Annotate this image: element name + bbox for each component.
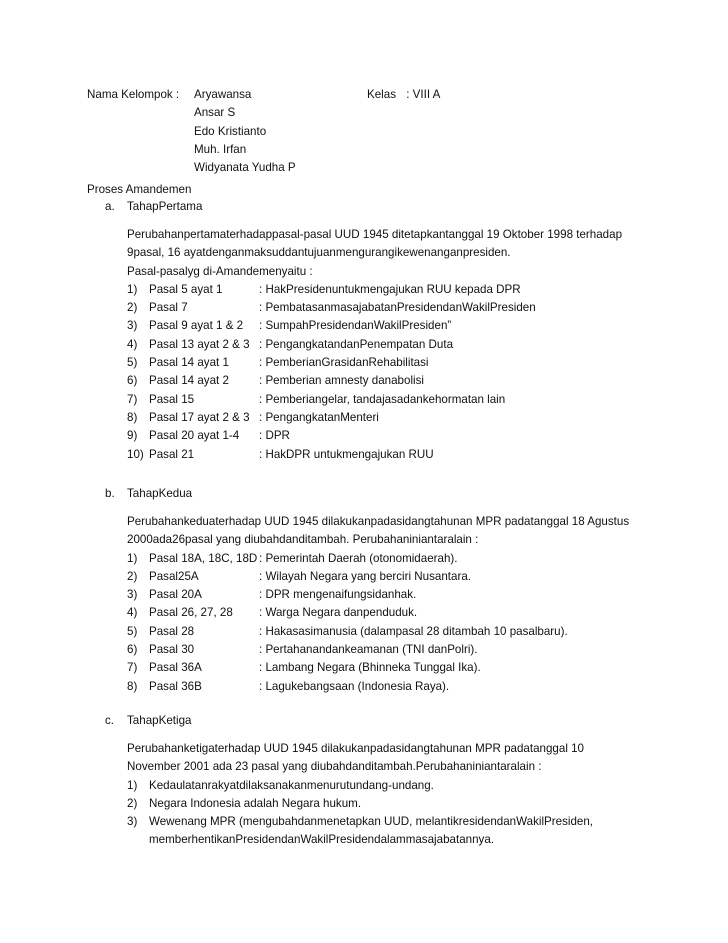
item-article: Pasal 26, 27, 28 — [149, 606, 233, 620]
item-article: Pasal 13 ayat 2 & 3 — [149, 337, 250, 351]
item-article: Pasal 28 — [149, 624, 195, 638]
item-article: Pasal 7 — [149, 301, 188, 315]
item-description: : Wilayah Negara yang berciri Nusantara. — [259, 569, 472, 583]
item-article: Pasal 36A — [149, 661, 202, 675]
intro-text: Perubahankeduaterhadap UUD 1945 dilakukanpadasidangtahunan MPR padatanggal 18 Agustus — [127, 515, 630, 528]
item-text: Negara Indonesia adalah Negara hukum. — [149, 796, 362, 810]
item-article: Pasal 5 ayat 1 — [149, 282, 223, 296]
item-number: 10) — [127, 447, 144, 461]
item-number: 7) — [127, 661, 138, 675]
list-item — [127, 299, 657, 317]
item-number: 2) — [127, 301, 138, 315]
item-article: Pasal 17 ayat 2 & 3 — [149, 410, 250, 424]
item-article: Pasal 20A — [149, 588, 202, 602]
stage-heading — [105, 485, 192, 503]
item-text: Kedaulatanrakyatdilaksanakanmenurutundang-undang. — [149, 778, 434, 792]
group-name-label: Nama Kelompok : — [87, 88, 180, 101]
item-description: : SumpahPresidendanWakilPresiden” — [259, 319, 452, 333]
item-number: 1) — [127, 551, 138, 565]
stage-title: TahapKetiga — [127, 714, 192, 727]
class-info — [367, 86, 440, 104]
stage-letter: b. — [105, 487, 115, 500]
list-item — [127, 641, 657, 659]
item-number: 1) — [127, 778, 138, 792]
stage-body — [127, 513, 657, 696]
stage-title: TahapKedua — [127, 487, 193, 500]
stage-body — [127, 226, 657, 464]
item-article: Pasal25A — [149, 569, 199, 583]
item-article: Pasal 21 — [149, 447, 195, 461]
stage-heading — [105, 712, 191, 730]
item-description: : PengangkatanMenteri — [259, 410, 379, 424]
list-item — [127, 795, 657, 813]
item-number: 8) — [127, 679, 138, 693]
item-article: Pasal 36B — [149, 679, 202, 693]
item-number: 3) — [127, 588, 138, 602]
list-item — [127, 372, 657, 390]
item-number: 5) — [127, 624, 138, 638]
item-article: Pasal 9 ayat 1 & 2 — [149, 319, 244, 333]
item-number: 3) — [127, 319, 138, 333]
list-item — [127, 777, 657, 795]
item-description: : Lambang Negara (Bhinneka Tunggal Ika). — [259, 661, 481, 675]
stage-heading — [105, 198, 202, 216]
item-text: Wewenang MPR (mengubahdanmenetapkan UUD, melantikresidendanWakilPresiden, memberhentikanPresidendanWakilPresidendalammasajabatannya. — [149, 815, 594, 847]
item-description: : Pemberiangelar, tandajasadankehormatan lain — [259, 392, 506, 406]
item-description: : Pemberian amnesty danabolisi — [259, 374, 424, 388]
member-name: Muh. Irfan — [194, 142, 247, 156]
item-description: : Warga Negara danpenduduk. — [259, 606, 418, 620]
list-item — [127, 427, 657, 445]
item-number: 1) — [127, 282, 138, 296]
item-article: Pasal 18A, 18C, 18D — [149, 551, 258, 565]
section-title: Proses Amandemen — [87, 183, 192, 196]
item-description: : Pemerintah Daerah (otonomidaerah). — [259, 551, 458, 565]
item-article: Pasal 20 ayat 1-4 — [149, 429, 240, 443]
stage-letter: c. — [105, 714, 115, 727]
item-number: 3) — [127, 815, 138, 829]
item-description: : Pertahanandankeamanan (TNI danPolri). — [259, 643, 478, 657]
list-item — [127, 317, 657, 335]
item-description: : DPR — [259, 429, 290, 443]
stage-letter: a. — [105, 200, 115, 213]
stage-title: TahapPertama — [127, 200, 203, 213]
item-description: : PemberianGrasidanRehabilitasi — [259, 356, 429, 370]
item-article: Pasal 14 ayat 2 — [149, 374, 229, 388]
member-name: Ansar S — [194, 106, 236, 120]
item-description: : PembatasanmasajabatanPresidendanWakilPresiden — [259, 301, 536, 315]
intro-text: Perubahanpertamaterhadappasal-pasal UUD 1945 ditetapkantanggal 19 Oktober 1998 terhadap — [127, 228, 623, 241]
item-article: Pasal 15 — [149, 392, 195, 406]
item-article: Pasal 30 — [149, 643, 195, 657]
item-number: 6) — [127, 643, 138, 657]
list-item — [127, 604, 657, 622]
item-article: Pasal 14 ayat 1 — [149, 356, 229, 370]
class-label: Kelas — [367, 88, 397, 101]
member-list — [194, 86, 296, 177]
list-item — [127, 623, 657, 641]
intro-text: Pasal-pasalyg di-Amandemenyaitu : — [127, 264, 313, 278]
item-description: : HakPresidenuntukmengajukan RUU kepada DPR — [259, 282, 521, 296]
item-number: 9) — [127, 429, 138, 443]
item-number: 4) — [127, 606, 138, 620]
list-item — [127, 550, 657, 568]
item-number: 7) — [127, 392, 138, 406]
intro-text: 9pasal, 16 ayatdenganmaksuddantujuanmengurangikewenanganpresiden. — [127, 246, 511, 260]
member-name: Widyanata Yudha P — [194, 161, 296, 175]
list-item — [127, 354, 657, 372]
list-item — [127, 813, 657, 850]
intro-text: 2000ada26pasal yang diubahdanditambah. Perubahaniniantaralain : — [127, 533, 479, 547]
item-description: : PengangkatandanPenempatan Duta — [259, 337, 454, 351]
item-number: 5) — [127, 356, 138, 370]
stage-body — [127, 740, 657, 850]
item-number: 2) — [127, 796, 138, 810]
class-value: : VIII A — [406, 88, 441, 101]
list-item — [127, 678, 657, 696]
list-item — [127, 446, 657, 464]
list-item — [127, 391, 657, 409]
intro-text: November 2001 ada 23 pasal yang diubahdanditambah.Perubahaniniantaralain : — [127, 760, 542, 774]
list-item — [127, 336, 657, 354]
list-item — [127, 586, 657, 604]
list-item — [127, 659, 657, 677]
list-item — [127, 409, 657, 427]
item-number: 6) — [127, 374, 138, 388]
item-number: 4) — [127, 337, 138, 351]
member-name: Edo Kristianto — [194, 124, 267, 138]
intro-text: Perubahanketigaterhadap UUD 1945 dilakukanpadasidangtahunan MPR padatanggal 10 — [127, 742, 585, 755]
item-number: 2) — [127, 569, 138, 583]
member-name: Aryawansa — [194, 88, 252, 101]
item-description: : HakDPR untukmengajukan RUU — [259, 447, 434, 461]
item-number: 8) — [127, 410, 138, 424]
list-item — [127, 281, 657, 299]
item-description: : DPR mengenaifungsidanhak. — [259, 588, 417, 602]
item-description: : Hakasasimanusia (dalampasal 28 ditambah 10 pasalbaru). — [259, 624, 568, 638]
list-item — [127, 568, 657, 586]
item-description: : Lagukebangsaan (Indonesia Raya). — [259, 679, 450, 693]
